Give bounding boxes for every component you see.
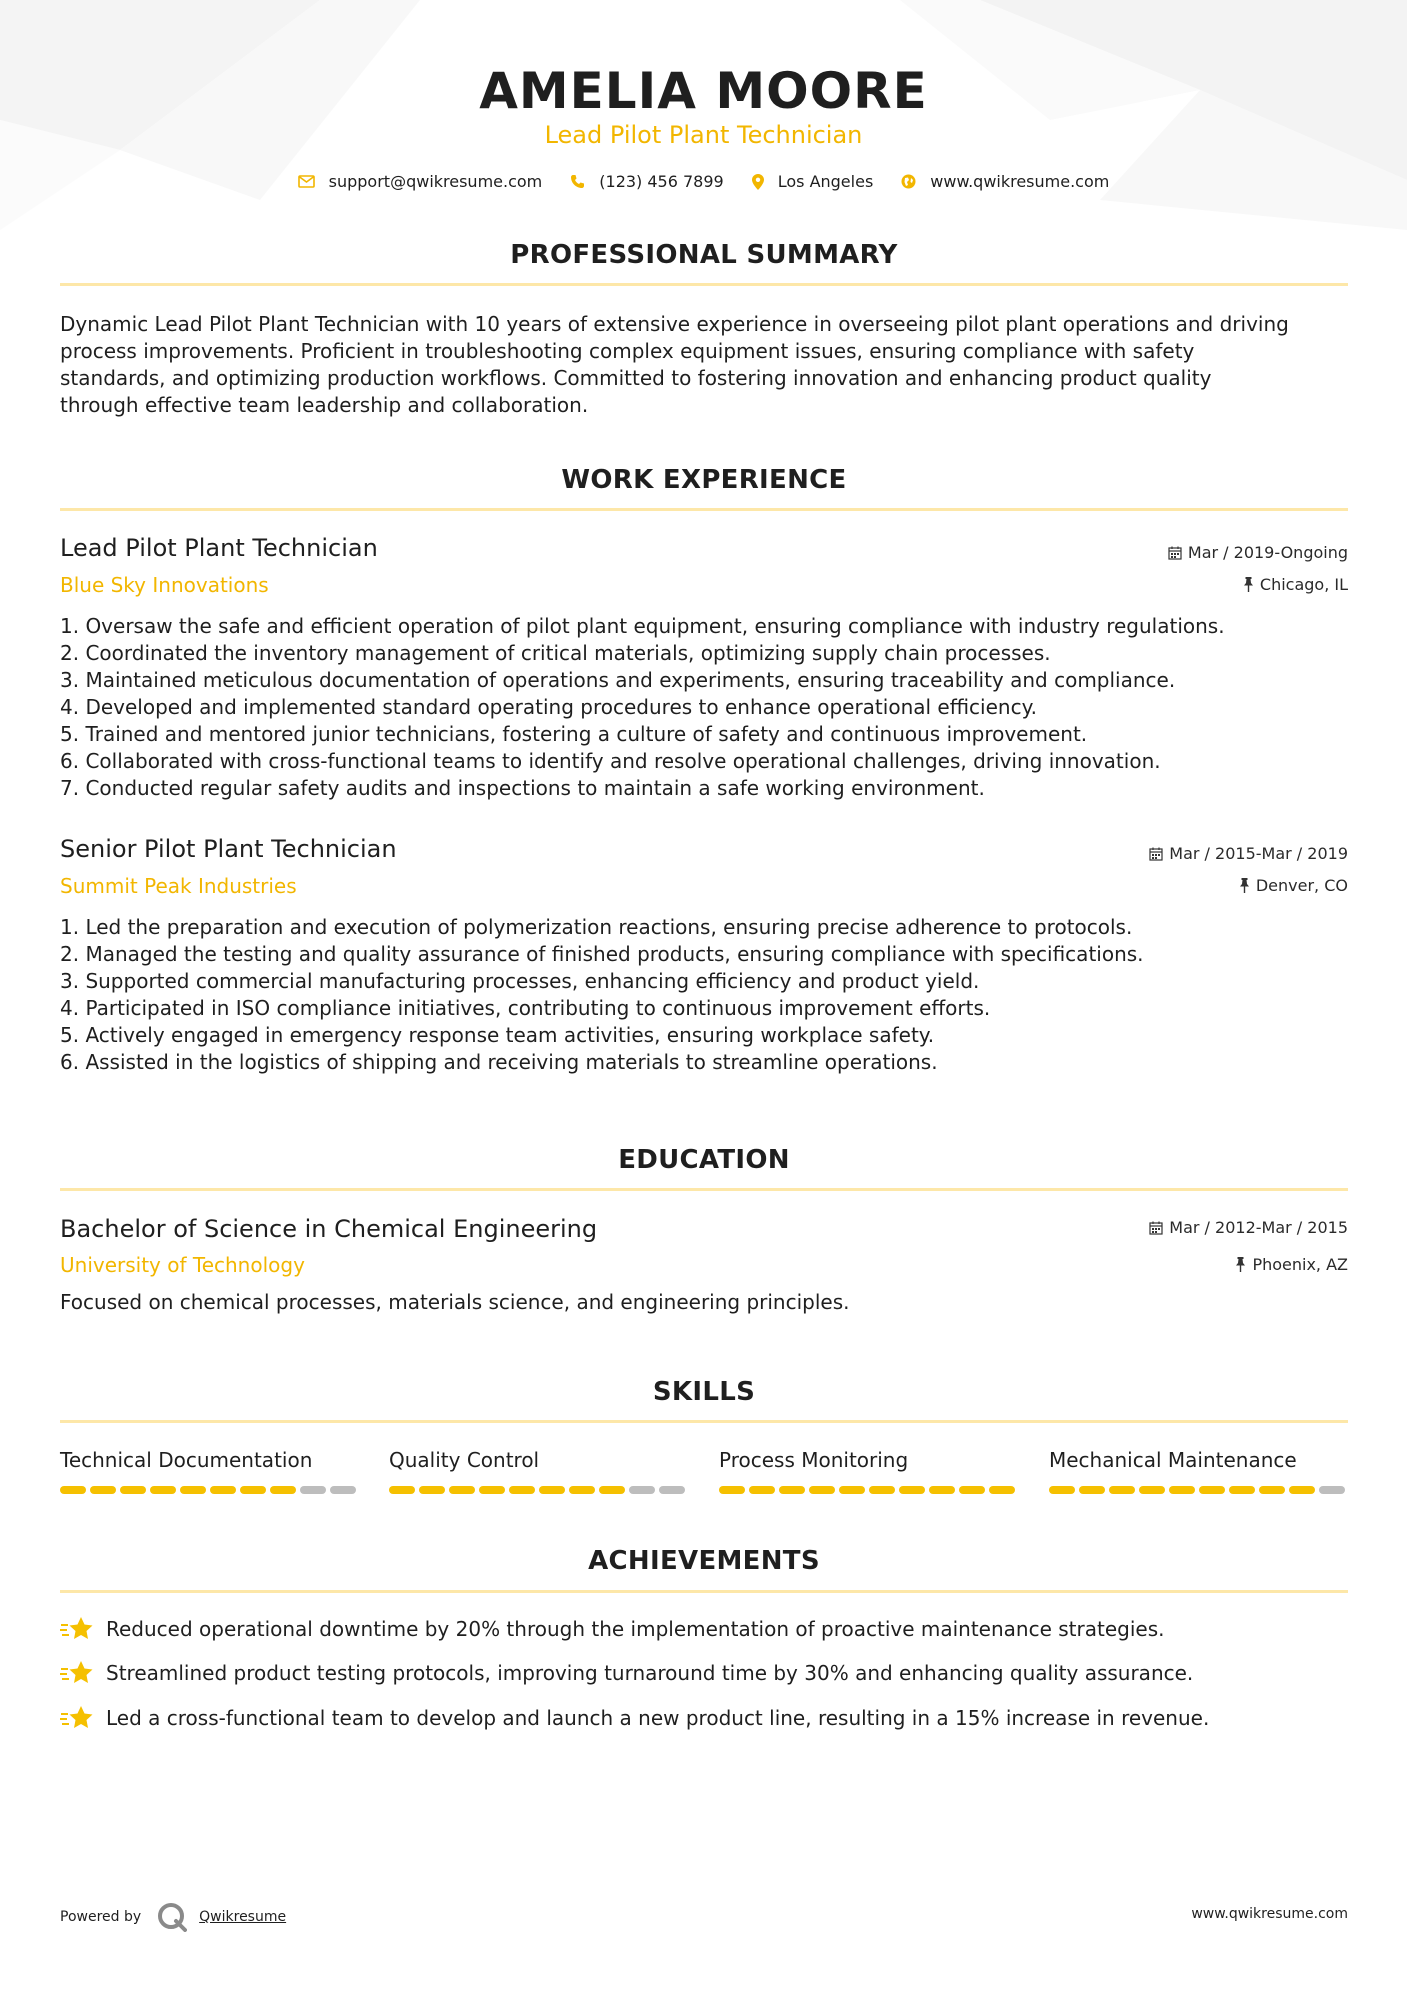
experience-divider (60, 508, 1348, 511)
phone-text: (123) 456 7899 (599, 172, 724, 191)
summary-text (60, 311, 1350, 419)
envelope-icon (298, 175, 315, 188)
skills-divider (60, 1420, 1348, 1423)
summary-heading: PROFESSIONAL SUMMARY (510, 240, 898, 270)
contact-website[interactable] (901, 172, 1109, 191)
email-text: support@qwikresume.com (328, 172, 543, 191)
education-date (1149, 1218, 1348, 1237)
website-text: www.qwikresume.com (930, 172, 1110, 191)
skill-rating-dot (1109, 1486, 1135, 1494)
pushpin-icon (1235, 1257, 1246, 1272)
star-icon (60, 1660, 94, 1686)
skill-rating-dot (150, 1486, 176, 1494)
bullet-item: 1. Led the preparation and execution of polymerization reactions, ensuring precise adherence to protocols. (60, 915, 1133, 939)
skill-rating-dot (989, 1486, 1015, 1494)
qwikresume-link[interactable]: Qwikresume (199, 1909, 287, 1925)
achievement-text: Reduced operational downtime by 20% through the implementation of proactive maintenance strategies. (106, 1617, 1165, 1641)
company-name: Summit Peak Industries (60, 874, 297, 898)
summary-line: Dynamic Lead Pilot Plant Technician with 10 years of extensive experience in overseeing pilot plant operations and driving (60, 312, 1289, 336)
achievement-item (60, 1660, 1193, 1686)
achievement-text: Led a cross-functional team to develop and launch a new product line, resulting in a 15% increase in revenue. (106, 1706, 1210, 1730)
job-location-text: Chicago, IL (1259, 575, 1348, 594)
skill-name: Mechanical Maintenance (1049, 1448, 1297, 1472)
bullet-item: 6. Assisted in the logistics of shipping and receiving materials to streamline operations. (60, 1050, 938, 1074)
summary-line: standards, and optimizing production workflows. Committed to fostering innovation and enhancing product quality (60, 366, 1212, 390)
job-title: Senior Pilot Plant Technician (60, 835, 397, 863)
star-icon (60, 1616, 94, 1642)
skill-rating-dot (899, 1486, 925, 1494)
summary-line: through effective team leadership and collaboration. (60, 393, 589, 417)
education-divider (60, 1188, 1348, 1191)
skill-rating-dot (959, 1486, 985, 1494)
job-date-text: Mar / 2019-Ongoing (1187, 543, 1348, 562)
skill-rating-dot (1229, 1486, 1255, 1494)
skill-rating-dot (449, 1486, 475, 1494)
calendar-icon (1149, 1221, 1163, 1235)
skill-rating-dot (240, 1486, 266, 1494)
bullet-item: 6. Collaborated with cross-functional teams to identify and resolve operational challenges, driving innovation. (60, 749, 1161, 773)
education-location-text: Phoenix, AZ (1252, 1255, 1348, 1274)
candidate-name: AMELIA MOORE (479, 62, 928, 120)
candidate-role: Lead Pilot Plant Technician (544, 121, 863, 149)
map-pin-icon (752, 174, 764, 190)
bullet-item: 2. Managed the testing and quality assurance of finished products, ensuring compliance with specifications. (60, 942, 1144, 966)
education-location (1235, 1255, 1348, 1274)
bullet-item: 3. Supported commercial manufacturing processes, enhancing efficiency and product yield. (60, 969, 980, 993)
pushpin-icon (1239, 878, 1250, 893)
achievement-text: Streamlined product testing protocols, improving turnaround time by 30% and enhancing quality assurance. (106, 1661, 1194, 1685)
skill-rating-dot (1079, 1486, 1105, 1494)
skill-rating-dot (419, 1486, 445, 1494)
pushpin-icon (1243, 577, 1254, 592)
summary-divider (60, 283, 1348, 286)
skill-rating (1049, 1486, 1349, 1494)
skill-rating-dot (869, 1486, 895, 1494)
skill-rating-dot (389, 1486, 415, 1494)
skill-rating-dot (659, 1486, 685, 1494)
bullet-item: 1. Oversaw the safe and efficient operation of pilot plant equipment, ensuring compliance with industry regulations. (60, 614, 1225, 638)
skill-name: Quality Control (389, 1448, 540, 1472)
skill-name: Technical Documentation (60, 1448, 313, 1472)
skill-rating-dot (539, 1486, 565, 1494)
skill-rating-dot (749, 1486, 775, 1494)
skill-rating-dot (1199, 1486, 1225, 1494)
achievements-heading: ACHIEVEMENTS (588, 1546, 820, 1576)
skill-rating-dot (509, 1486, 535, 1494)
skill-item (60, 1448, 360, 1494)
skill-rating-dot (120, 1486, 146, 1494)
skill-rating-dot (1259, 1486, 1285, 1494)
skill-rating-dot (719, 1486, 745, 1494)
job-bullets (60, 613, 1350, 802)
job-date (1168, 543, 1348, 562)
skill-rating-dot (929, 1486, 955, 1494)
achievement-item (60, 1705, 1209, 1731)
achievement-item (60, 1616, 1164, 1642)
skill-rating-dot (60, 1486, 86, 1494)
skill-rating-dot (839, 1486, 865, 1494)
skill-rating-dot (1139, 1486, 1165, 1494)
contact-location (752, 172, 874, 191)
bullet-item: 5. Trained and mentored junior technicians, fostering a culture of safety and continuous improvement. (60, 722, 1088, 746)
contact-email[interactable] (298, 172, 543, 191)
education-description: Focused on chemical processes, materials science, and engineering principles. (60, 1290, 850, 1314)
skill-rating-dot (629, 1486, 655, 1494)
bullet-item: 5. Actively engaged in emergency response team activities, ensuring workplace safety. (60, 1023, 935, 1047)
education-date-text: Mar / 2012-Mar / 2015 (1169, 1218, 1348, 1237)
bullet-item: 7. Conducted regular safety audits and inspections to maintain a safe working environment. (60, 776, 985, 800)
skill-rating (60, 1486, 360, 1494)
skill-rating-dot (180, 1486, 206, 1494)
skill-item (389, 1448, 689, 1494)
skill-rating-dot (90, 1486, 116, 1494)
job-title: Lead Pilot Plant Technician (60, 534, 378, 562)
job-location (1243, 575, 1348, 594)
skill-rating-dot (330, 1486, 356, 1494)
bullet-item: 4. Developed and implemented standard operating procedures to enhance operational efficiency. (60, 695, 1037, 719)
summary-line: process improvements. Proficient in troubleshooting complex equipment issues, ensuring compliance with safety (60, 339, 1195, 363)
bullet-item: 2. Coordinated the inventory management of critical materials, optimizing supply chain processes. (60, 641, 1051, 665)
globe-icon (901, 174, 916, 189)
skill-item (719, 1448, 1019, 1494)
phone-icon (570, 174, 585, 189)
skill-rating-dot (599, 1486, 625, 1494)
job-date (1149, 844, 1348, 863)
bullet-item: 3. Maintained meticulous documentation of operations and experiments, ensuring traceability and compliance. (60, 668, 1176, 692)
skill-name: Process Monitoring (719, 1448, 909, 1472)
skill-rating-dot (300, 1486, 326, 1494)
powered-by-label: Powered by (60, 1909, 142, 1925)
skill-rating-dot (1319, 1486, 1345, 1494)
skill-rating-dot (569, 1486, 595, 1494)
skill-rating-dot (1289, 1486, 1315, 1494)
job-location (1239, 876, 1348, 895)
skill-rating-dot (210, 1486, 236, 1494)
footer-powered (60, 1902, 286, 1932)
skill-rating (719, 1486, 1019, 1494)
achievements-divider (60, 1590, 1348, 1593)
education-heading: EDUCATION (618, 1145, 790, 1175)
star-icon (60, 1705, 94, 1731)
skill-item (1049, 1448, 1349, 1494)
contact-bar (0, 172, 1407, 191)
skill-rating-dot (1049, 1486, 1075, 1494)
skill-rating-dot (1169, 1486, 1195, 1494)
company-name: Blue Sky Innovations (60, 573, 269, 597)
calendar-icon (1149, 847, 1163, 861)
location-text: Los Angeles (777, 172, 874, 191)
skill-rating (389, 1486, 689, 1494)
experience-heading: WORK EXPERIENCE (561, 465, 847, 495)
bullet-item: 4. Participated in ISO compliance initiatives, contributing to continuous improvement efforts. (60, 996, 991, 1020)
job-location-text: Denver, CO (1255, 876, 1348, 895)
job-date-text: Mar / 2015-Mar / 2019 (1169, 844, 1348, 863)
skills-heading: SKILLS (652, 1377, 756, 1407)
skill-rating-dot (809, 1486, 835, 1494)
contact-phone[interactable] (570, 172, 723, 191)
calendar-icon (1168, 546, 1182, 560)
job-bullets (60, 914, 1350, 1076)
skill-rating-dot (479, 1486, 505, 1494)
footer-website[interactable]: www.qwikresume.com (1191, 1906, 1348, 1922)
qwikresume-logo-icon (157, 1902, 187, 1932)
degree-title: Bachelor of Science in Chemical Engineering (60, 1215, 598, 1243)
school-name: University of Technology (60, 1253, 305, 1277)
skill-rating-dot (779, 1486, 805, 1494)
skill-rating-dot (270, 1486, 296, 1494)
